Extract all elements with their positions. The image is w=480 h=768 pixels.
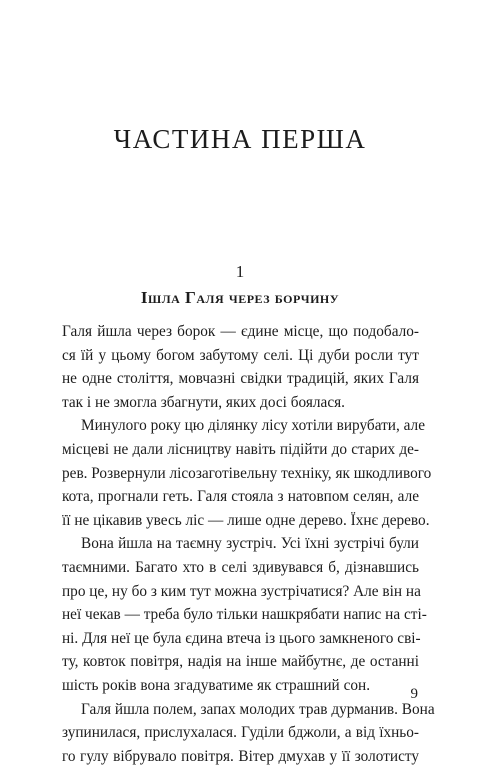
text-line: неї чекав — треба було тільки нашкрябати напис на сті- (62, 606, 427, 624)
text-line: шість років вона згадуватиме як страшний сон. (62, 676, 371, 694)
text-line: Вона йшла на таємну зустріч. Усі їхні зустрічі були (81, 535, 419, 553)
text-line: рев. Розвернули лісозаготівельну техніку, як шкодливого (62, 464, 432, 482)
text-line: так і не змогла збагнути, яких досі боялася. (62, 393, 345, 411)
text-line: таємними. Багато хто в селі здивувався б, дізнавшись (62, 558, 419, 576)
text-line: ся їй у цьому богом забутому селі. Ці дуби росли тут (62, 346, 419, 364)
text-line: ту, ковток повітря, надія на інше майбутнє, де останні (62, 653, 419, 671)
chapter-title: Ішла Галя через борчину (140, 288, 340, 307)
text-line: зупинилася, прислухалася. Гуділи бджоли, а від їхньо- (62, 724, 419, 742)
text-line: про це, ну бо з ким тут можна зустрічатися? Але він на (62, 582, 421, 600)
text-line: не одне століття, мовчазні свідки традицій, яких Галя (62, 370, 419, 388)
text-line: Галя йшла через борок — єдине місце, що подобало- (62, 323, 419, 340)
text-line: місцеві не дали лісництву навіть підійти до старих де- (62, 440, 419, 458)
text-line: Галя йшла полем, запах молодих трав дурманив. Вона (81, 700, 435, 718)
text-line: кота, прогнали геть. Галя стояла з натовпом селян, але (62, 488, 419, 506)
text-line: Минулого року цю ділянку лісу хотіли вирубати, але (81, 417, 425, 435)
text-line: її не цікавив увесь ліс — лише одне дерево. Їхнє дерево. (62, 511, 430, 529)
page-number: 9 (410, 686, 418, 702)
text-line: ні. Для неї це була єдина втеча із цього замкненого сві- (62, 629, 421, 647)
part-title: ЧАСТИНА ПЕРША (113, 124, 367, 154)
chapter-number: 1 (235, 262, 245, 281)
text-line: го гулу вібрувало повітря. Вітер дмухав у її золотисту (62, 747, 419, 765)
